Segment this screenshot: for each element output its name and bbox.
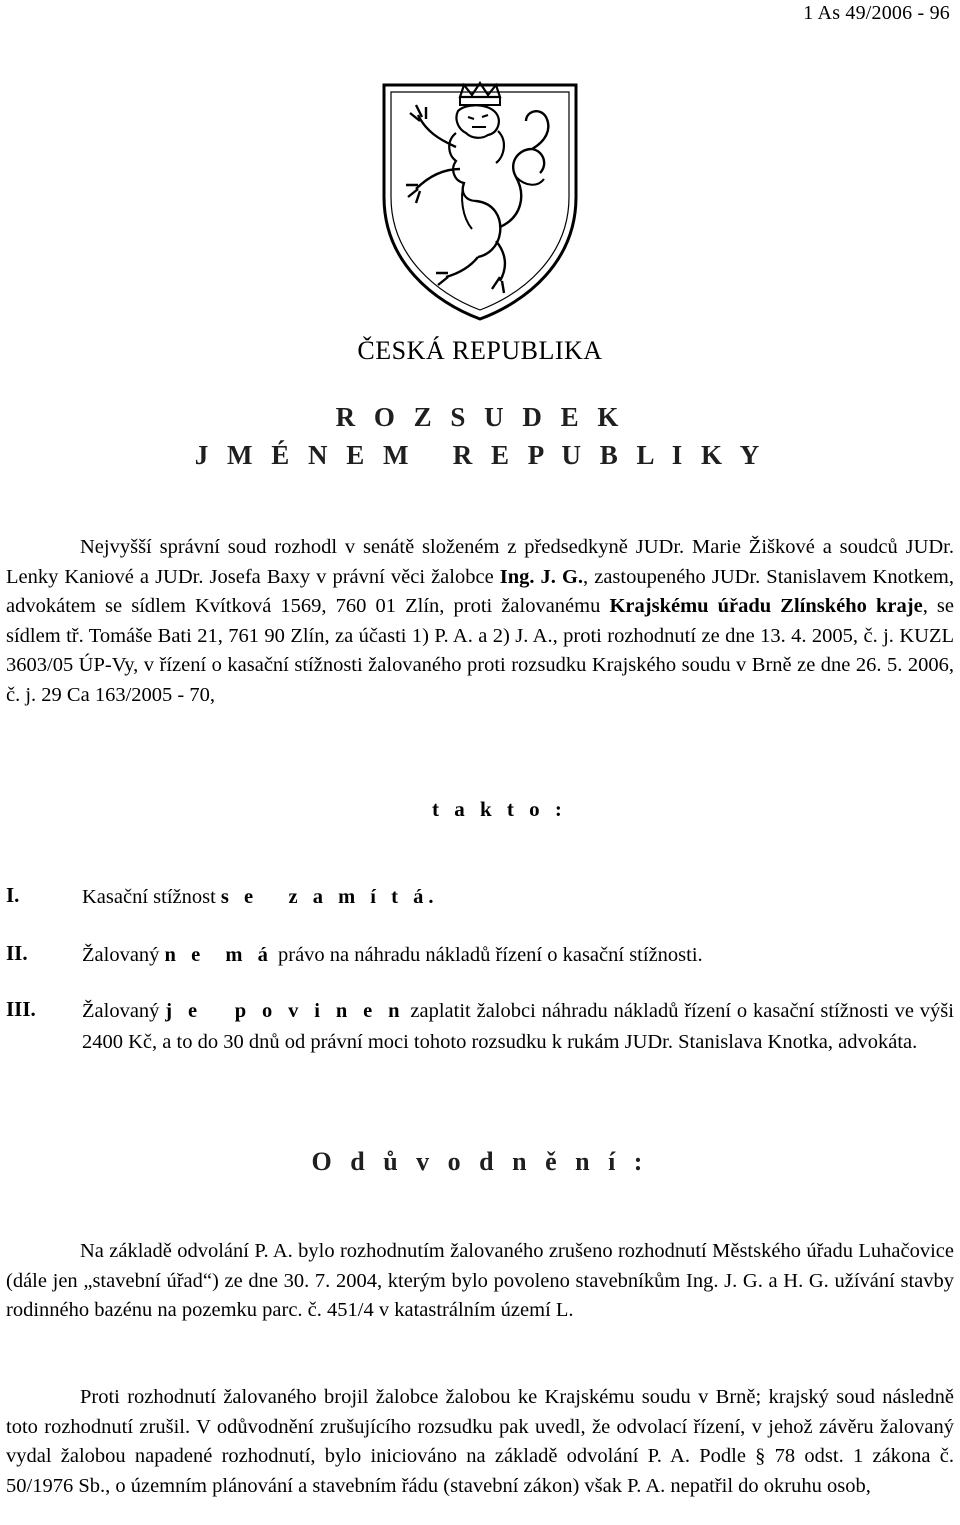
verdict-1-pre: Kasační stížnost [82, 886, 221, 908]
czech-lion-coat-of-arms-icon [376, 77, 584, 325]
reasons-paragraph-2 [6, 1383, 954, 1501]
verdict-item-2 [82, 940, 954, 971]
judgment-title: R O Z S U D E K [335, 402, 625, 432]
verdict-3-pre: Žalovaný [82, 1000, 166, 1022]
reasons-heading: O d ů v o d n ě n í : [311, 1147, 649, 1176]
verdict-2-emph: n e m á [164, 944, 273, 966]
verdict-3-emph: j e p o v i n e n [165, 1000, 405, 1022]
verdict-1-post: . [428, 886, 439, 908]
country-heading: ČESKÁ REPUBLIKA [357, 336, 603, 365]
case-number: 1 As 49/2006 - 96 [803, 2, 950, 24]
takto-heading: t a k t o : [432, 797, 567, 821]
verdict-number-2: II. [6, 941, 28, 965]
verdict-1-emph: s e z a m í t á [220, 886, 429, 908]
verdict-number-3: III. [6, 997, 36, 1021]
verdict-item-1 [82, 882, 954, 913]
verdict-item-3 [82, 996, 954, 1058]
reasons-paragraph-1 [6, 1237, 954, 1326]
paragraph-2-text: Proti rozhodnutí žalovaného brojil žalobce žalobou ke Krajskému soudu v Brně; krajský soud následně toto rozhodnutí zrušil. V odůvodnění zrušujícího rozsudku pak uvedl, že odvolací řízení, v jehož závěru žalovaný vydal žalobou napadené rozhodnutí, bylo iniciováno na základě odvolání P. A. Podle § 78 odst. 1 zákona č. 50/1976 Sb., o územním plánování a stavebním řádu (stavební zákon) však P. A. nepatřil do okruhu osob, [6, 1386, 954, 1497]
plaintiff-name: Ing. J. G. [499, 565, 584, 588]
verdict-3-post: zaplatit žalobci náhradu nákladů řízení o kasační stížnosti ve výši 2400 Kč, a to do 30 dnů od právní moci tohoto rozsudku k rukám JUDr. Stanislava Knotka, advokáta. [82, 1000, 954, 1053]
verdict-2-post: právo na náhradu nákladů řízení o kasační stížnosti. [272, 944, 703, 966]
verdict-2-pre: Žalovaný [82, 944, 165, 966]
verdict-number-1: I. [6, 883, 20, 907]
intro-text-1: Nejvyšší správní soud rozhodl v senátě složeném z předsedkyně JUDr. Marie Žiškové a soudců JUDr. Lenky Kaniové a JUDr. Josefa Baxy v právní věci žalobce [6, 536, 954, 588]
judgment-subtitle: J M É N E M R E P U B L I K Y [194, 440, 766, 470]
defendant-name: Krajskému úřadu Zlínského kraje [609, 595, 923, 617]
intro-paragraph [6, 533, 954, 710]
intro-text-3: , se sídlem tř. Tomáše Bati 21, 761 90 Zlín, za účasti 1) P. A. a 2) J. A., proti rozhodnutí ze dne 13. 4. 2005, č. j. KUZL 3603/05 ÚP-Vy, v řízení o kasační stížnosti žalovaného proti rozsudku Krajského soudu v Brně ze dne 26. 5. 2006, č. j. 29 Ca 163/2005 - 70, [6, 595, 955, 706]
intro-text-2: , zastoupeného JUDr. Stanislavem Knotkem, advokátem se sídlem Kvítková 1569, 760 01 Zlín, proti žalovanému [6, 565, 954, 617]
paragraph-1-text: Na základě odvolání P. A. bylo rozhodnutím žalovaného zrušeno rozhodnutí Městského úřadu Luhačovice (dále jen „stavební úřad“) ze dne 30. 7. 2004, kterým bylo povoleno stavebníkům Ing. J. G. a H. G. užívání stavby rodinného bazénu na pozemku parc. č. 451/4 v katastrálním území L. [6, 1240, 954, 1321]
